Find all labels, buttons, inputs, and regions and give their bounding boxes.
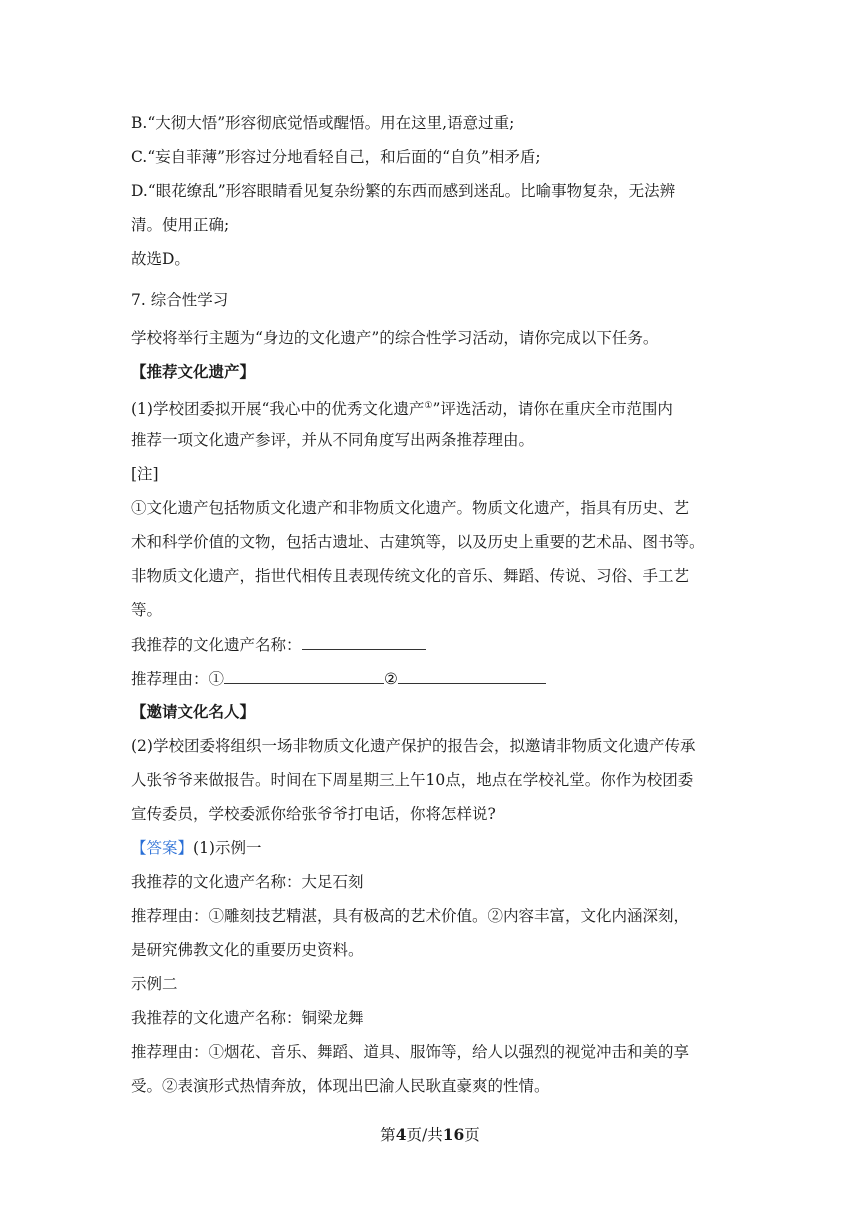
reason-1-blank	[224, 667, 384, 684]
answer-choice: 故选D。	[131, 250, 190, 268]
reason-label: 推荐理由：①	[131, 670, 225, 688]
option-c-line: C.“妄自菲薄”形容过分地看轻自己，和后面的“自负”相矛盾;	[131, 148, 541, 166]
section-invite-heading: 【邀请文化名人】	[131, 702, 256, 721]
task-1-line-2: 推荐一项文化遗产参评，并从不同角度写出两条推荐理由。	[131, 431, 535, 449]
example-1-reason-1: 推荐理由：①雕刻技艺精湛，具有极高的艺术价值。②内容丰富，文化内涵深刻，	[131, 907, 690, 925]
footer-pre: 第	[380, 1126, 396, 1144]
footer-mid: 页/共	[406, 1126, 443, 1144]
note-line-4: 等。	[131, 601, 163, 619]
page-footer	[0, 1123, 860, 1145]
heritage-name-row	[131, 633, 426, 656]
note-line-3: 非物质文化遗产，指世代相传且表现传统文化的音乐、舞蹈、传说、习俗、手工艺	[131, 567, 690, 585]
answer-row	[131, 837, 261, 859]
note-line-2: 术和科学价值的文物，包括古遗址、古建筑等，以及历史上重要的艺术品、图书等。	[131, 533, 705, 551]
footnote-marker: ①	[424, 401, 433, 411]
option-d-line-2: 清。使用正确;	[131, 216, 230, 234]
answer-tag: 【答案】	[131, 839, 194, 857]
task-2-line-2: 人张爷爷来做报告。时间在下周星期三上午10点，地点在学校礼堂。你作为校团委	[131, 771, 694, 789]
total-pages: 16	[442, 1125, 465, 1144]
task-2-line-3: 宣传委员，学校委派你给张爷爷打电话，你将怎样说?	[131, 805, 496, 823]
example-2-reason-2: 受。②表演形式热情奔放，体现出巴渝人民耿直豪爽的性情。	[131, 1077, 550, 1095]
example-2-label: 示例二	[131, 975, 178, 993]
reason-row	[131, 667, 546, 690]
task-1-text-pre: (1)学校团委拟开展“我心中的优秀文化遗产	[131, 400, 425, 419]
example-2-reason-1: 推荐理由：①烟花、音乐、舞蹈、道具、服饰等，给人以强烈的视觉冲击和美的享	[131, 1043, 690, 1061]
question-7-heading: 7. 综合性学习	[131, 291, 229, 309]
section-recommend-heading: 【推荐文化遗产】	[131, 362, 256, 381]
task-1-line-1	[131, 395, 673, 420]
footer-post: 页	[464, 1126, 480, 1144]
option-d-line-1: D.“眼花缭乱”形容眼睛看见复杂纷繁的东西而感到迷乱。比喻事物复杂，无法辨	[131, 182, 676, 200]
task-2-line-1: (2)学校团委将组织一场非物质文化遗产保护的报告会，拟邀请非物质文化遗产传承	[131, 737, 696, 755]
task-1-text-post: ”评选活动，请你在重庆全市范围内	[432, 400, 673, 419]
example-1-name: 我推荐的文化遗产名称：大足石刻	[131, 873, 364, 891]
note-line-1: ①文化遗产包括物质文化遗产和非物质文化遗产。物质文化遗产，指具有历史、艺	[131, 499, 690, 517]
activity-intro: 学校将举行主题为“身边的文化遗产”的综合性学习活动，请你完成以下任务。	[131, 329, 659, 347]
example-1-reason-2: 是研究佛教文化的重要历史资料。	[131, 941, 364, 959]
heritage-name-blank	[302, 633, 426, 650]
answer-example-1-label: (1)示例一	[193, 839, 262, 857]
heritage-name-label: 我推荐的文化遗产名称：	[131, 636, 302, 654]
page-number: 4	[395, 1125, 407, 1144]
reason-2-marker: ②	[384, 670, 398, 688]
option-b-line: B.“大彻大悟”形容彻底觉悟或醒悟。用在这里,语意过重;	[131, 114, 515, 132]
reason-2-blank	[398, 667, 546, 684]
example-2-name: 我推荐的文化遗产名称：铜梁龙舞	[131, 1009, 364, 1027]
note-label: [注]	[131, 465, 159, 483]
